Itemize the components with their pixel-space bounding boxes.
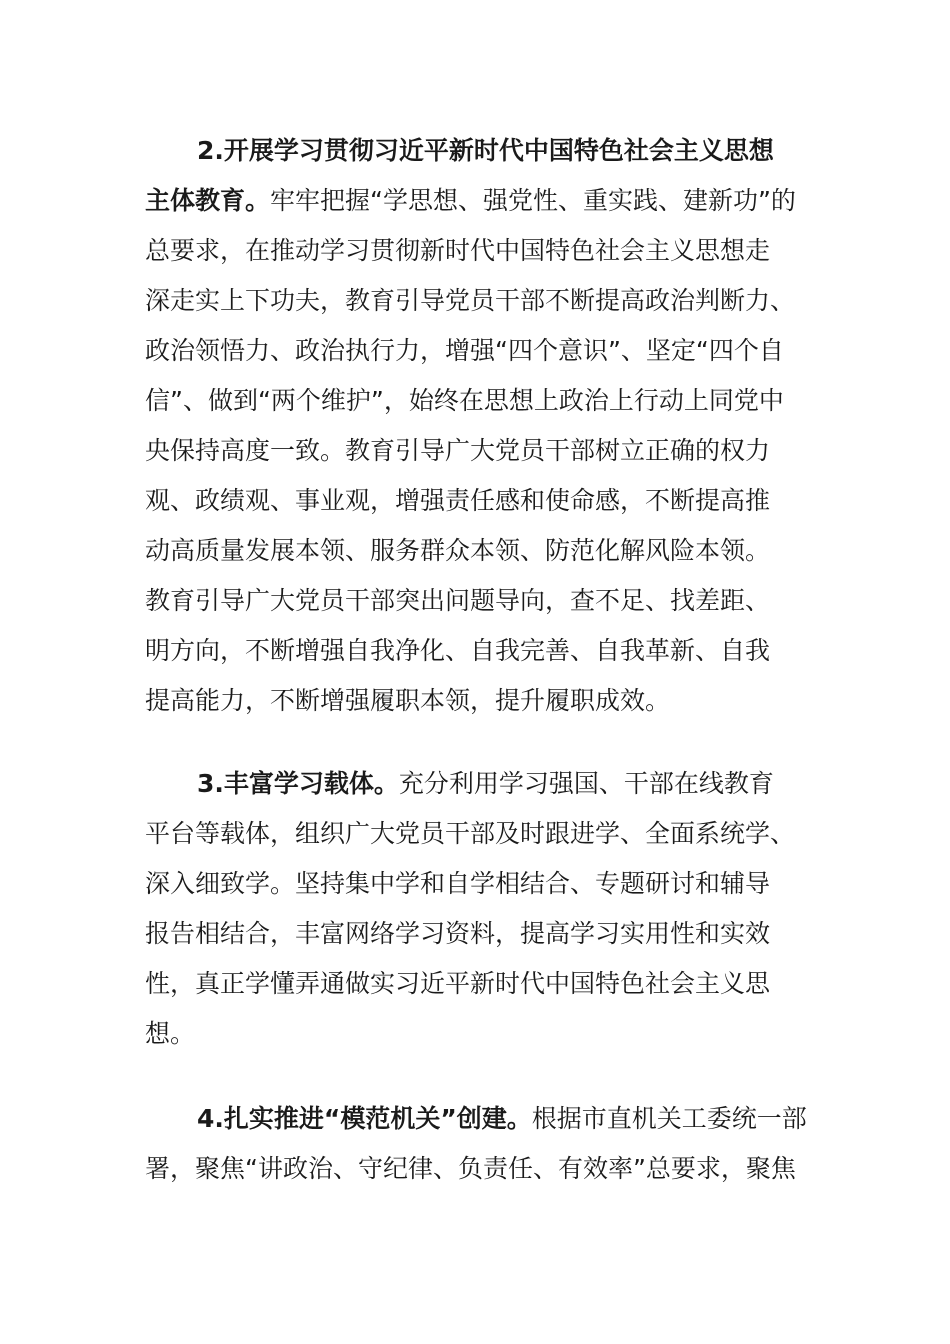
paragraph-heading: 2.开展学习贯彻习近平新时代中国特色社会主义思想 (197, 136, 774, 165)
line-text: 明方向，不断增强自我净化、自我完善、自我革新、自我 (145, 636, 771, 665)
line-text: 署，聚焦“讲政治、守纪律、负责任、有效率”总要求，聚焦 (145, 1154, 796, 1183)
line-text: 动高质量发展本领、服务群众本领、防范化解风险本领。 (145, 536, 771, 565)
line-text: 根据市直机关工委统一部 (531, 1104, 807, 1133)
line-text: 央保持高度一致。教育引导广大党员干部树立正确的权力 (145, 436, 771, 465)
paragraph-line (145, 176, 815, 226)
paragraph-heading: 4.扎实推进“模范机关”创建。 (197, 1104, 532, 1133)
paragraph-line (145, 1144, 815, 1194)
line-text: 性，真正学懂弄通做实习近平新时代中国特色社会主义思 (145, 969, 771, 998)
paragraph-4 (145, 1094, 815, 1194)
line-text: 提高能力，不断增强履职本领，提升履职成效。 (145, 686, 671, 715)
line-text: 总要求，在推动学习贯彻新时代中国特色社会主义思想走 (145, 236, 771, 265)
paragraph-line (145, 326, 815, 376)
paragraph-line (145, 759, 815, 809)
paragraph-line (145, 276, 815, 326)
paragraph-line (145, 126, 815, 176)
paragraph-heading: 3.丰富学习载体。 (197, 769, 399, 798)
line-text: 深入细致学。坚持集中学和自学相结合、专题研讨和辅导 (145, 869, 771, 898)
paragraph-line (145, 809, 815, 859)
paragraph-line (145, 1094, 815, 1144)
line-text: 观、政绩观、事业观，增强责任感和使命感，不断提高推 (145, 486, 771, 515)
line-text: 信”、做到“两个维护”，始终在思想上政治上行动上同党中 (145, 386, 784, 415)
paragraph-line (145, 526, 815, 576)
line-text: 报告相结合，丰富网络学习资料，提高学习实用性和实效 (145, 919, 771, 948)
paragraph-line (145, 376, 815, 426)
paragraph-3 (145, 759, 815, 1059)
paragraph-line (145, 1009, 815, 1059)
paragraph-line (145, 226, 815, 276)
paragraph-2 (145, 126, 815, 726)
line-text: 政治领悟力、政治执行力，增强“四个意识”、坚定“四个自 (145, 336, 784, 365)
line-text: 想。 (145, 1019, 196, 1048)
line-text: 教育引导广大党员干部突出问题导向，查不足、找差距、 (145, 586, 771, 615)
line-text: 牢牢把握“学思想、强党性、重实践、建新功”的 (270, 186, 796, 215)
line-text: 深走实上下功夫，教育引导党员干部不断提高政治判断力、 (145, 286, 796, 315)
paragraph-line (145, 426, 815, 476)
paragraph-line (145, 576, 815, 626)
paragraph-line (145, 859, 815, 909)
line-text: 平台等载体，组织广大党员干部及时跟进学、全面系统学、 (145, 819, 796, 848)
paragraph-heading: 主体教育。 (145, 186, 271, 215)
paragraph-line (145, 909, 815, 959)
line-text: 充分利用学习强国、干部在线教育 (398, 769, 774, 798)
paragraph-line (145, 476, 815, 526)
paragraph-line (145, 626, 815, 676)
paragraph-line (145, 959, 815, 1009)
paragraph-line (145, 676, 815, 726)
